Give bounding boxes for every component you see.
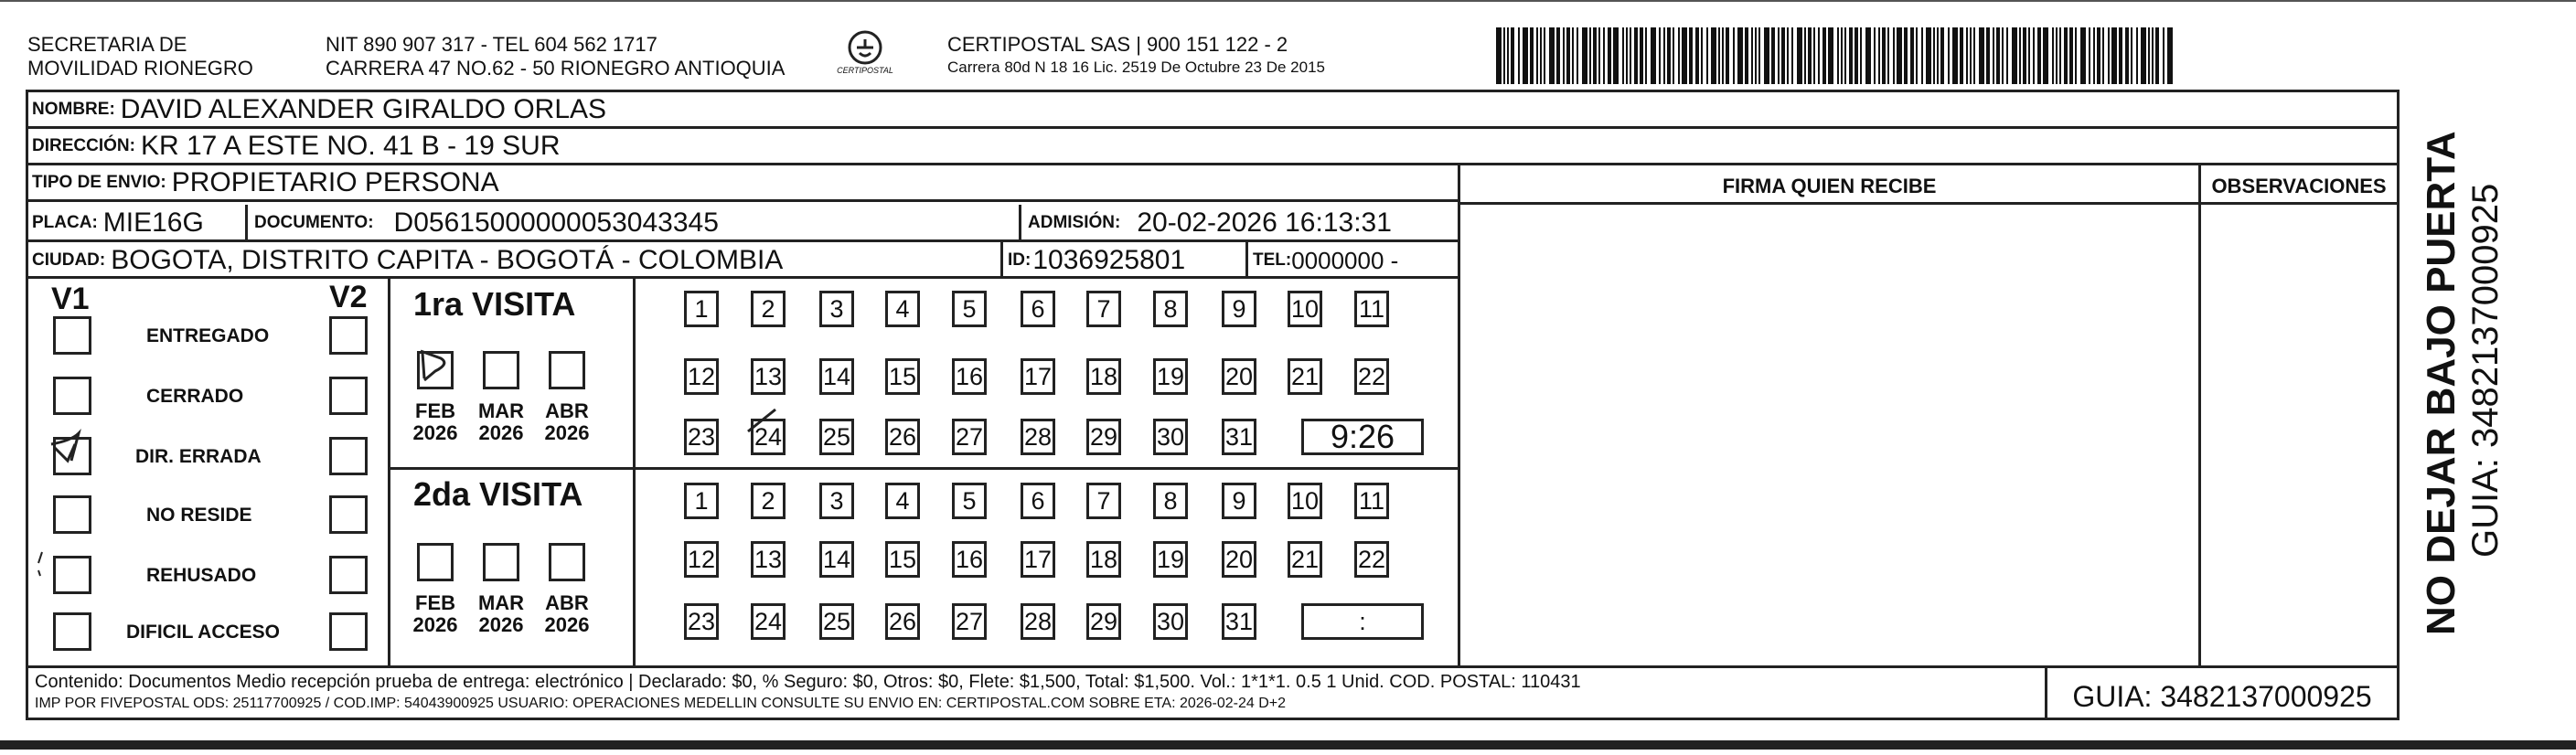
bottom-edge <box>0 740 2576 750</box>
first-day-box[interactable]: 8 <box>1153 291 1188 327</box>
month-year: 2026 <box>544 613 590 636</box>
month-year: 2026 <box>412 613 458 636</box>
month-name: ABR <box>545 399 589 422</box>
second-day-box[interactable]: 22 <box>1354 541 1389 578</box>
shipment-type: PROPIETARIO PERSONA <box>171 166 499 197</box>
second-time-box[interactable]: : <box>1301 603 1424 640</box>
second-day-box[interactable]: 4 <box>885 483 920 519</box>
first-day-box[interactable]: 26 <box>885 419 920 455</box>
admission-value: 20-02-2026 16:13:31 <box>1137 207 1392 238</box>
second-day-box[interactable]: 18 <box>1086 541 1121 578</box>
id-label: ID: <box>1008 250 1031 270</box>
first-day-box[interactable]: 15 <box>885 358 920 395</box>
first-day-box[interactable]: 1 <box>684 291 719 327</box>
second-day-box[interactable]: 19 <box>1153 541 1188 578</box>
status-label: REHUSADO <box>146 565 257 586</box>
second-day-box[interactable]: 2 <box>751 483 786 519</box>
status-label: DIFICIL ACCESO <box>126 622 281 643</box>
logo-text: CERTIPOSTAL <box>837 66 893 75</box>
second-day-box[interactable]: 13 <box>751 541 786 578</box>
month-year: 2026 <box>544 421 590 444</box>
second-day-box[interactable]: 3 <box>819 483 854 519</box>
second-day-box[interactable]: 5 <box>952 483 987 519</box>
footer-guide: GUIA: 3482137000925 <box>2072 680 2372 713</box>
first-day-box[interactable]: 2 <box>751 291 786 327</box>
first-day-box[interactable]: 21 <box>1288 358 1322 395</box>
second-day-box[interactable]: 25 <box>819 603 854 640</box>
mark-feb-first-visit <box>421 351 444 380</box>
footer-rule <box>28 665 2397 668</box>
first-day-box[interactable]: 27 <box>952 419 987 455</box>
observations-header: OBSERVACIONES <box>2211 175 2387 197</box>
first-day-box[interactable]: 12 <box>684 358 719 395</box>
first-day-box[interactable]: 23 <box>684 419 719 455</box>
courier-line-1: CERTIPOSTAL SAS | 900 151 122 - 2 <box>947 33 1288 56</box>
tel-label: TEL: <box>1253 250 1292 270</box>
id-value: 1036925801 <box>1032 245 1186 275</box>
first-day-box[interactable]: 5 <box>952 291 987 327</box>
city-label: CIUDAD: <box>32 250 106 270</box>
org-line-2: MOVILIDAD RIONEGRO <box>27 57 253 80</box>
month-name: MAR <box>477 591 525 614</box>
mark-rehusado-tick <box>38 552 42 576</box>
document-value: D05615000000053043345 <box>393 207 719 238</box>
second-day-box[interactable]: 8 <box>1153 483 1188 519</box>
tel-value: 0000000 - <box>1291 246 1399 274</box>
month-year: 2026 <box>478 613 524 636</box>
month-name: FEB <box>415 399 455 422</box>
recipient-name: DAVID ALEXANDER GIRALDO ORLAS <box>120 93 607 124</box>
second-day-box[interactable]: 17 <box>1021 541 1055 578</box>
first-day-box[interactable]: 19 <box>1153 358 1188 395</box>
second-day-box[interactable]: 15 <box>885 541 920 578</box>
mark-dir-errada-check <box>51 433 79 461</box>
second-day-box[interactable]: 10 <box>1288 483 1322 519</box>
month-year: 2026 <box>478 421 524 444</box>
month-name: ABR <box>545 591 589 614</box>
second-day-box[interactable]: 24 <box>751 603 786 640</box>
city-value: BOGOTA, DISTRITO CAPITA - BOGOTÁ - COLOMBIA <box>111 245 784 275</box>
status-label: CERRADO <box>146 386 244 407</box>
shipment-label: TIPO DE ENVIO: <box>32 172 166 192</box>
first-day-box[interactable]: 3 <box>819 291 854 327</box>
second-day-box[interactable]: 21 <box>1288 541 1322 578</box>
first-day-box[interactable]: 24 <box>751 419 786 455</box>
v2-label: V2 <box>329 280 368 314</box>
first-day-box[interactable]: 29 <box>1086 419 1121 455</box>
recipient-address: KR 17 A ESTE NO. 41 B - 19 SUR <box>140 130 561 161</box>
status-label: ENTREGADO <box>146 325 270 346</box>
second-day-box[interactable]: 14 <box>819 541 854 578</box>
side-warning: NO DEJAR BAJO PUERTA <box>2419 131 2464 635</box>
second-day-box[interactable]: 29 <box>1086 603 1121 640</box>
second-day-box[interactable]: 7 <box>1086 483 1121 519</box>
status-label: NO RESIDE <box>146 505 252 526</box>
first-visit-title: 1ra VISITA <box>413 285 576 323</box>
second-day-box[interactable]: 16 <box>952 541 987 578</box>
first-day-box[interactable]: 31 <box>1222 419 1256 455</box>
second-day-box[interactable]: 9 <box>1222 483 1256 519</box>
first-day-box[interactable]: 25 <box>819 419 854 455</box>
address-label: DIRECCIÓN: <box>32 135 135 155</box>
second-day-box[interactable]: 27 <box>952 603 987 640</box>
second-day-box[interactable]: 23 <box>684 603 719 640</box>
second-day-box[interactable]: 26 <box>885 603 920 640</box>
first-day-box[interactable]: 18 <box>1086 358 1121 395</box>
second-day-box[interactable]: 1 <box>684 483 719 519</box>
mark-day-24-strike <box>748 409 775 431</box>
plate-label: PLACA: <box>32 213 98 232</box>
admission-label: ADMISIÓN: <box>1028 213 1121 232</box>
first-day-box[interactable]: 7 <box>1086 291 1121 327</box>
v1-label: V1 <box>51 282 90 316</box>
second-day-box[interactable]: 12 <box>684 541 719 578</box>
side-guide: GUIA: 3482137000925 <box>2465 183 2506 558</box>
footer-line-1: Contenido: Documentos Medio recepción prueba de entrega: electrónico | Declarado: $0, % Seguro: $0, Otros: $0, Flete: $1,500, Total: $1,500. Vol.: 1*1*1. 0.5 1 Unid. COD. POSTAL: 110431 <box>35 672 1581 692</box>
first-day-box[interactable]: 30 <box>1153 419 1188 455</box>
second-day-box[interactable]: 28 <box>1021 603 1055 640</box>
first-day-box[interactable]: 22 <box>1354 358 1389 395</box>
footer-text <box>35 671 1581 715</box>
first-day-box[interactable]: 4 <box>885 291 920 327</box>
plate-value: MIE16G <box>102 207 204 238</box>
second-day-box[interactable]: 31 <box>1222 603 1256 640</box>
first-day-box[interactable]: 11 <box>1354 291 1389 327</box>
month-name: MAR <box>477 399 525 422</box>
courier-line-2: Carrera 80d N 18 16 Lic. 2519 De Octubre 23 De 2015 <box>947 58 1325 76</box>
second-day-box[interactable]: 6 <box>1021 483 1055 519</box>
org-line-1: SECRETARIA DE <box>27 33 187 56</box>
first-day-box[interactable]: 10 <box>1288 291 1322 327</box>
month-year: 2026 <box>412 421 458 444</box>
month-name: FEB <box>415 591 455 614</box>
first-day-box[interactable]: 17 <box>1021 358 1055 395</box>
footer-line-2: IMP POR FIVEPOSTAL ODS: 25117700925 / COD.IMP: 54043900925 USUARIO: OPERACIONES MEDELLIN CONSULTE SU ENVIO EN: CERTIPOSTAL.COM SOBRE ETA: 2026-02-24 D+2 <box>35 696 1287 711</box>
second-day-box[interactable]: 11 <box>1354 483 1389 519</box>
first-day-box[interactable]: 28 <box>1021 419 1055 455</box>
name-label: NOMBRE: <box>32 99 115 119</box>
first-day-box[interactable]: 6 <box>1021 291 1055 327</box>
address-line: CARRERA 47 NO.62 - 50 RIONEGRO ANTIOQUIA <box>326 57 786 80</box>
first-day-box[interactable]: 16 <box>952 358 987 395</box>
first-day-box[interactable]: 20 <box>1222 358 1256 395</box>
first-day-box[interactable]: 9 <box>1222 291 1256 327</box>
status-label: DIR. ERRADA <box>135 446 262 467</box>
first-day-box[interactable]: 13 <box>751 358 786 395</box>
document-label: DOCUMENTO: <box>254 213 374 232</box>
second-day-box[interactable]: 20 <box>1222 541 1256 578</box>
nit-line: NIT 890 907 317 - TEL 604 562 1717 <box>326 33 657 56</box>
second-day-box[interactable]: 30 <box>1153 603 1188 640</box>
signature-header: FIRMA QUIEN RECIBE <box>1722 175 1937 197</box>
first-day-box[interactable]: 14 <box>819 358 854 395</box>
second-visit-title: 2da VISITA <box>413 475 583 513</box>
first-time-box[interactable]: 9:26 <box>1301 419 1424 455</box>
